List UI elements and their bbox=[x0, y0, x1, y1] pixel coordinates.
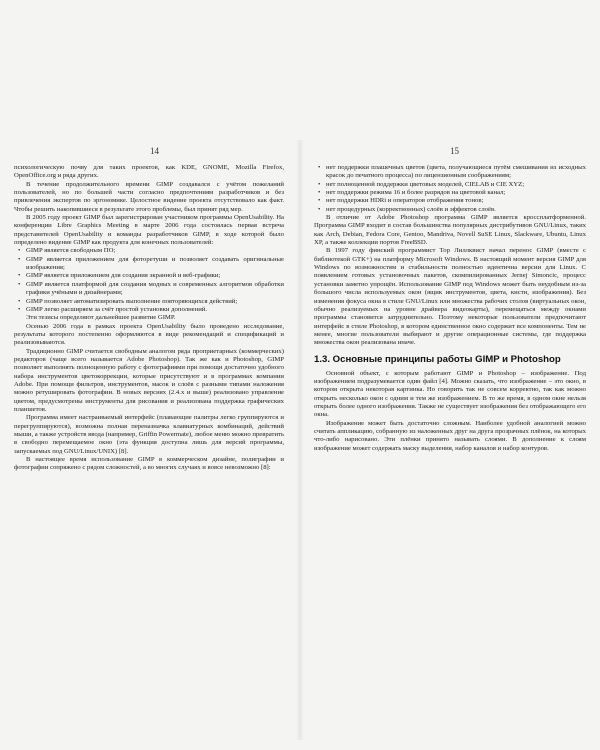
list-item: • нет процедурных (корректионных) слоёв и эффектов слоёв. bbox=[314, 206, 586, 214]
paragraph: Изображение может быть достаточно сложным. Наиболее удобной аналогией можно считать аппликацию, собранную из наложенных друг на друга прозрачных плёнок, на которых что-либо нарисовано. Эти плёнки принято называть слоями. В дополнение к слоям изображение может содержать маску выделения, набор каналов и набор контуров. bbox=[314, 419, 586, 452]
list-item: • GIMP легко расширяем за счёт простой установки дополнений. bbox=[14, 306, 284, 314]
paragraph: В настоящее время использование GIMP в коммерческом дизайне, полиграфии и фотографии сопряжено с рядом сложностей, а во многих случаях и вовсе невозможно [8]: bbox=[14, 456, 284, 472]
right-page bbox=[300, 0, 600, 750]
list-item: • GIMP является платформой для создания модных и современных алгоритмов обработки графики учёными и дизайнерами; bbox=[14, 281, 284, 298]
list-item: • GIMP является приложением для создания экранной и веб-графики; bbox=[14, 272, 284, 280]
list-item: • GIMP является приложением для фоторетуши и позволяет создавать оригинальные изображения; bbox=[14, 256, 284, 273]
right-text-column bbox=[314, 164, 586, 453]
list-item: • GIMP является свободным ПО; bbox=[14, 247, 284, 255]
list-item: • нет поддержки HDRi и операторов отображения тонов; bbox=[314, 197, 586, 205]
paragraph: Основной объект, с которым работают GIMP и Photoshop – изображение. Под изображением подразумевается один файл [4]. Можно сказать, что изображение – это окно, в котором открыта некоторая картинка. Но говорить так не совсем корректно, так как можно открыть несколько окон с одним и тем же изображением. В то же время, в одном окне нельзя открыть более одного изображения. Также не существует изображения без отображающего его окна. bbox=[314, 369, 586, 419]
paragraph: Традиционно GIMP считается свободным аналогом ряда проприетарных (коммерческих) редакторов (чаще всего называется Adobe Photoshop). Так же как и Photoshop, GIMP позволяет выполнять полноценную работу с фотографиями при помощи достаточно удобного набора инструментов цветокоррекции, которые присутствуют и в программах компании Adobe. При помощи фильтров, инструментов, масок и слоёв с разными типами наложения можно ретушировать фотографии. В новых версиях (2.4.x и выше) реализовано управление цветом, предусмотрены инструменты для рисования и реализована поддержка графических планшетов. bbox=[14, 347, 284, 413]
gimp-vision-list bbox=[14, 247, 284, 314]
paragraph: В 2005 году проект GIMP был зарегистрирован участником программы OpenUsability. На конференции Libre Graphics Meeting в марте 2006 года состоялась первая встреча представителей OpenUsability и команды разработчиков GIMP, в ходе которой было определено видение GIMP как продукта для конечных пользователей: bbox=[14, 214, 284, 247]
paragraph: Осенью 2006 года в рамках проекта OpenUsability было проведено исследование, результаты которого постепенно оформляются в виде рекомендаций и спецификаций и реализовываются. bbox=[14, 322, 284, 347]
paragraph: Программа имеет настраиваемый интерфейс (плавающие палитры легко группируются и перегруппируются), возможна полная переназначка клавиатурных комбинаций, действий мыши, а также устройств ввода (например, Griffin Powermate), любое меню можно превратить в свободно перемещаемое окно (эта функция доступна лишь для версий программы, запускаемых под GNU/Linux/UNIX) [8]. bbox=[14, 414, 284, 455]
left-page-number: 14 bbox=[150, 146, 159, 156]
gimp-limitations-list bbox=[314, 164, 586, 214]
right-page-number: 15 bbox=[450, 146, 459, 156]
paragraph: В 1997 году финский программист Тор Лиллквист начал перенос GIMP (вместе с библиотекой GTK+) на платформу Microsoft Windows. В настоящий момент версия GIMP для Windows по возможностям и стабильности полностью идентична версии для Linux. С появлением готовых установочных пакетов, скомпилированных Jernej Simoncic, процесс установки заметно упрощён. Использование GIMP под Windows может быть неудобным из-за большого числа используемых окон (ящик инструментов, цвета, кисти, изображения). Без изменения фокуса окна в стиле GNU/Linux или множества рабочих столов (виртуальных окон, обычно реализуемых на уровне драйвера видеокарты), перемещаться между окнами программы становится затруднительно. Поэтому некоторые пользователи предпочитают интерфейс в стиле Photoshop, в котором единственное окно содержит все компоненты. Тем не менее, многие пользователи выбирают и другие операционные системы, где поддержка множества окон реализована иначе. bbox=[314, 247, 586, 347]
left-text-column bbox=[14, 164, 284, 473]
paragraph: В отличие от Adobe Photoshop программа GIMP является кроссплатформенной. Программа GIMP входит в состав большинства популярных дистрибутивов GNU/Linux, таких как Arch, Debian, Fedora Core, Gentoo, Mandriva, Novell SuSE Linux, Slackware, Ubuntu, Linux XP, а также коллекции портов FreeBSD. bbox=[314, 214, 586, 247]
list-item: • нет поддержки режима 16 и более разрядов на цветовой канал; bbox=[314, 189, 586, 197]
paragraph: Эти тезисы определяют дальнейшее развитие GIMP. bbox=[26, 314, 176, 322]
list-item: • нет поддержки плашечных цветов (цвета, получающиеся путём смешивания из исходных красок до печатного процесса) по лицензионным соображениям; bbox=[314, 164, 586, 181]
section-heading: 1.3. Основные принципы работы GIMP и Photoshop bbox=[314, 353, 561, 365]
paragraph: психологическую почву для таких проектов, как KDE, GNOME, Mozilla Firefox, OpenOffice.org и ряда других. bbox=[14, 164, 284, 180]
list-item: • GIMP позволяет автоматизировать выполнение повторяющихся действий; bbox=[14, 298, 284, 306]
list-item: • нет полноценной поддержки цветовых моделей, CIELAB и CIE XYZ; bbox=[314, 181, 586, 189]
paragraph: В течение продолжительного времени GIMP создавался с учётом пожеланий пользователей, но по большей части согласно предпочтениям разработчиков и без привлечения экспертов по эргономике. Целостное видение проекта отсутствовало как факт. Чтобы решить накопившиеся в результате этого проблемы, был принят ряд мер. bbox=[14, 180, 284, 213]
